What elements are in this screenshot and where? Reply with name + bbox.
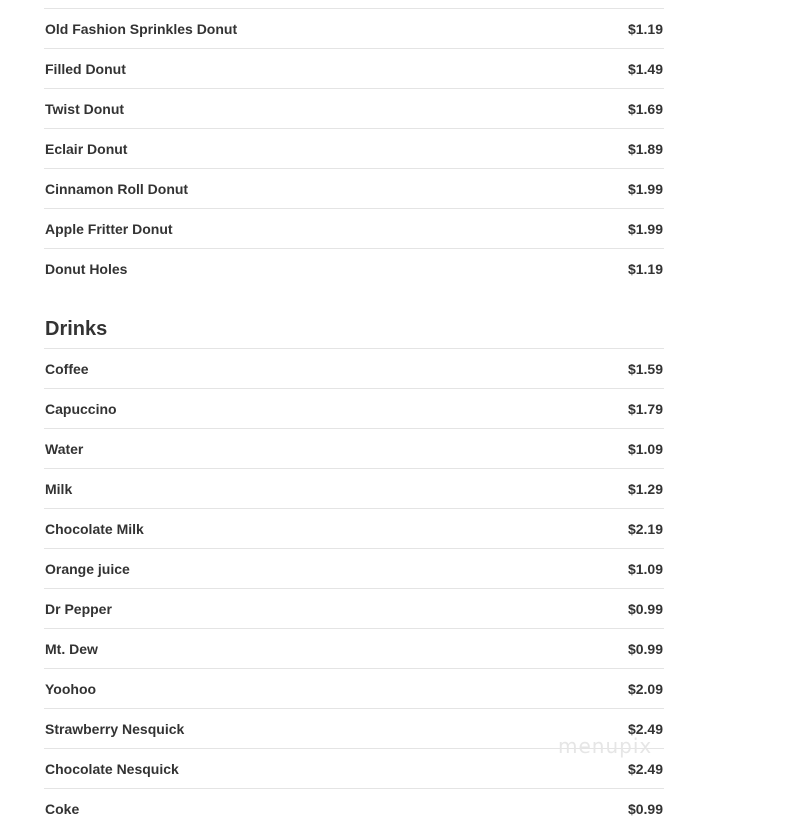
menu-item	[44, 88, 664, 128]
menu-item-name: Coffee	[45, 360, 89, 377]
menu-item	[44, 168, 664, 208]
menu-item	[44, 668, 664, 708]
menu-item-price: $2.19	[627, 520, 663, 537]
menu-item-price: $1.49	[627, 60, 663, 77]
menu-section-donuts	[44, 8, 664, 288]
menu-item-price: $1.59	[627, 360, 663, 377]
menu-list	[44, 8, 664, 828]
menu-item	[44, 388, 664, 428]
menu-item	[44, 208, 664, 248]
menu-item-name: Donut Holes	[45, 260, 128, 277]
menu-item-price: $2.49	[627, 760, 663, 777]
menu-item-name: Capuccino	[45, 400, 117, 417]
menu-item-price: $1.79	[627, 400, 663, 417]
menu-item	[44, 628, 664, 668]
section-heading: Drinks	[45, 318, 108, 340]
menu-item-name: Orange juice	[45, 560, 130, 577]
menu-item	[44, 788, 664, 828]
menu-item	[44, 248, 664, 288]
menu-item-name: Old Fashion Sprinkles Donut	[45, 20, 238, 37]
menu-item-name: Cinnamon Roll Donut	[45, 180, 189, 197]
menu-item-name: Yoohoo	[45, 680, 97, 697]
menu-item-price: $1.89	[627, 140, 663, 157]
menu-item	[44, 428, 664, 468]
menu-item-price: $1.19	[627, 20, 663, 37]
menu-item-name: Twist Donut	[45, 100, 125, 117]
menu-item	[44, 588, 664, 628]
menu-item-price: $1.99	[627, 220, 663, 237]
menu-item	[44, 8, 664, 48]
menu-item-name: Strawberry Nesquick	[45, 720, 185, 737]
menu-item	[44, 468, 664, 508]
menu-item	[44, 348, 664, 388]
menu-item-name: Coke	[45, 800, 80, 817]
menu-item-price: $1.29	[627, 480, 663, 497]
menu-item-name: Chocolate Milk	[45, 520, 144, 537]
menu-item-price: $2.09	[627, 680, 663, 697]
menu-item-price: $1.09	[627, 440, 663, 457]
menu-item-name: Apple Fritter Donut	[45, 220, 173, 237]
menu-item-name: Chocolate Nesquick	[45, 760, 179, 777]
menu-item-price: $0.99	[627, 600, 663, 617]
menu-item-price: $2.49	[627, 720, 663, 737]
menu-item-name: Water	[45, 440, 84, 457]
menu-item-price: $0.99	[627, 800, 663, 817]
menu-item-price: $1.69	[627, 100, 663, 117]
menu-item-price: $1.09	[627, 560, 663, 577]
menu-item-price: $0.99	[627, 640, 663, 657]
menu-item-name: Milk	[45, 480, 73, 497]
menu-item	[44, 548, 664, 588]
menu-item	[44, 508, 664, 548]
menu-item-name: Eclair Donut	[45, 140, 128, 157]
watermark-logo: menupix	[558, 734, 653, 758]
menu-item	[44, 128, 664, 168]
menu-item-price: $1.19	[627, 260, 663, 277]
menu-item-price: $1.99	[627, 180, 663, 197]
menu-item-name: Filled Donut	[45, 60, 126, 77]
menu-item	[44, 48, 664, 88]
menu-item-name: Mt. Dew	[45, 640, 98, 657]
menu-item-name: Dr Pepper	[45, 600, 112, 617]
